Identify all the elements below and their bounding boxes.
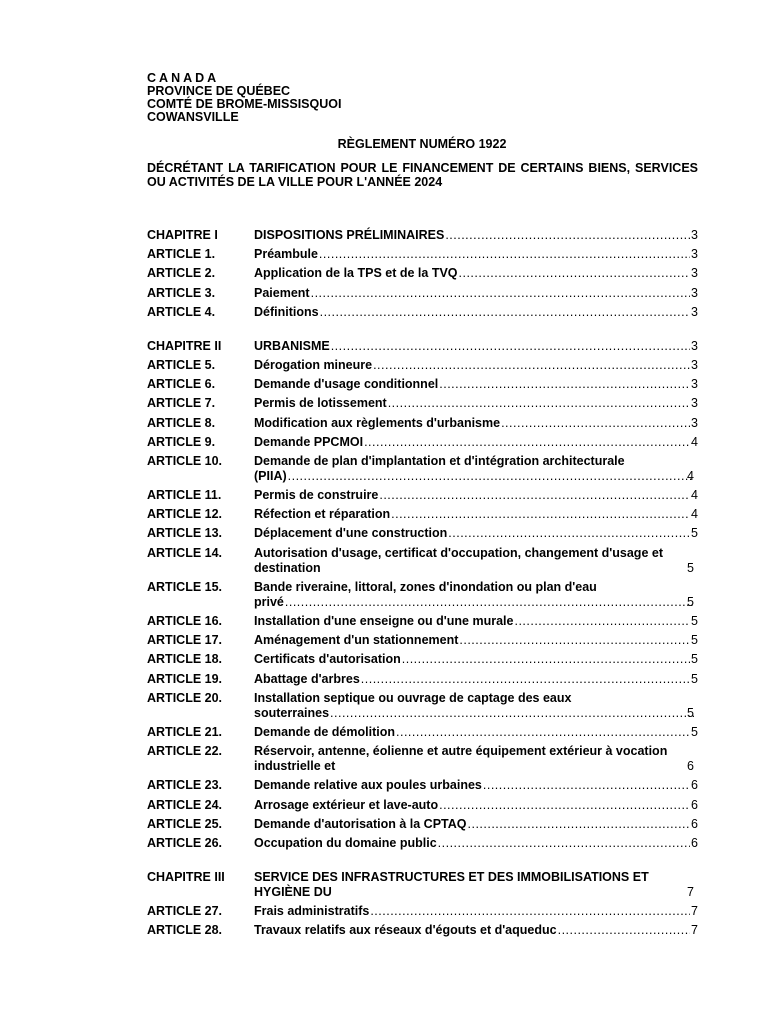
dot-leader — [468, 817, 691, 832]
toc-entry-body — [254, 672, 698, 687]
toc-entry-body — [254, 454, 694, 484]
toc-entry-page: 3 — [691, 415, 698, 430]
toc-entry[interactable] — [147, 435, 698, 450]
toc-entry[interactable] — [147, 614, 698, 629]
toc-entry[interactable] — [147, 228, 698, 243]
toc-entry[interactable] — [147, 266, 698, 281]
toc-entry-title: Demande de plan d'implantation et d'intégration architecturale (PIIA) — [254, 453, 625, 483]
toc-entry-title: Installation d'une enseigne ou d'une murale — [254, 614, 514, 628]
toc-entry-page: 3 — [691, 285, 698, 300]
toc-entry-title: Réfection et réparation — [254, 507, 391, 522]
toc-entry[interactable] — [147, 526, 698, 541]
toc-entry-number: ARTICLE 22. — [147, 744, 223, 759]
dot-leader — [373, 358, 690, 373]
decree-text: DÉCRÉTANT LA TARIFICATION POUR LE FINANCEMENT DE CERTAINS BIENS, SERVICES OU ACTIVITÉS DE LA VILLE POUR L'ANNÉE 2024 — [147, 161, 698, 189]
dot-leader — [483, 778, 690, 793]
toc-entry-title: Demande de démolition — [254, 724, 395, 739]
toc-entry-body — [254, 691, 694, 721]
toc-entry-page: 4 — [687, 468, 694, 483]
toc-entry-number: ARTICLE 28. — [147, 923, 223, 938]
toc-entry-page: 6 — [691, 835, 698, 850]
toc-entry[interactable] — [147, 817, 698, 832]
toc-entry-page: 3 — [691, 377, 698, 392]
toc-entry-title: Occupation du domaine public — [254, 835, 437, 850]
toc-entry-number: ARTICLE 21. — [147, 724, 223, 739]
toc-entry-body — [254, 778, 698, 793]
toc-entry-title: Dérogation mineure — [254, 357, 373, 372]
toc-entry[interactable] — [147, 339, 698, 354]
toc-entry[interactable] — [147, 454, 698, 484]
toc-entry-title: Abattage d'arbres — [254, 671, 360, 686]
dot-leader — [391, 507, 690, 522]
dot-leader — [445, 228, 690, 243]
toc-entry-body — [254, 725, 698, 740]
toc-entry-number: ARTICLE 18. — [147, 652, 223, 667]
toc-entry-title: Certificats d'autorisation — [254, 652, 401, 667]
toc-entry-number: ARTICLE 23. — [147, 778, 223, 793]
toc-entry-number: ARTICLE 19. — [147, 671, 223, 686]
toc-entry-title: Bande riveraine, littoral, zones d'inondation ou plan d'eau privé — [254, 579, 597, 609]
toc-entry-title: Demande relative aux poules urbaines — [254, 778, 482, 793]
dot-leader — [396, 725, 690, 740]
toc-entry[interactable] — [147, 358, 698, 373]
toc-entry[interactable] — [147, 870, 698, 900]
toc-entry-title: Aménagement d'un stationnement — [254, 633, 459, 648]
dot-leader — [514, 614, 690, 629]
toc-entry-page: 4 — [691, 434, 698, 449]
toc-entry[interactable] — [147, 396, 698, 411]
toc-entry-number: CHAPITRE I — [147, 228, 218, 242]
toc-entry-number: ARTICLE 4. — [147, 304, 216, 319]
toc-entry-title: Permis de construire — [254, 488, 379, 503]
toc-entry[interactable] — [147, 580, 698, 610]
toc-entry-body — [254, 358, 698, 373]
toc-entry-number: ARTICLE 17. — [147, 633, 223, 648]
dot-leader — [388, 396, 690, 411]
dot-leader — [361, 672, 690, 687]
toc-entry[interactable] — [147, 416, 698, 431]
toc-entry-title: Travaux relatifs aux réseaux d'égouts et d'aqueduc — [254, 923, 557, 938]
toc-entry-page: 5 — [691, 526, 698, 541]
toc-entry-number: ARTICLE 16. — [147, 614, 223, 628]
toc-entry-page: 5 — [691, 724, 698, 739]
toc-entry[interactable] — [147, 904, 698, 919]
toc-entry-body — [254, 904, 698, 919]
toc-entry[interactable] — [147, 725, 698, 740]
toc-entry-title: Frais administratifs — [254, 904, 370, 919]
toc-entry[interactable] — [147, 633, 698, 648]
province-line: PROVINCE DE QUÉBEC — [147, 84, 291, 98]
toc-entry-page: 7 — [691, 904, 698, 919]
toc-entry-body — [254, 396, 698, 411]
dot-leader — [330, 706, 694, 720]
dot-leader — [288, 469, 694, 483]
toc-entry-number: ARTICLE 20. — [147, 690, 223, 705]
toc-entry-number: ARTICLE 13. — [147, 526, 223, 541]
toc-entry-page: 4 — [691, 507, 698, 522]
toc-entry-page: 5 — [687, 560, 694, 575]
toc-entry[interactable] — [147, 546, 698, 576]
toc-entry-page: 3 — [691, 396, 698, 411]
toc-entry-page: 3 — [691, 304, 698, 319]
toc-entry-title: Préambule — [254, 247, 318, 262]
dot-leader — [379, 488, 690, 503]
toc-entry[interactable] — [147, 923, 698, 938]
toc-entry-page: 7 — [687, 884, 694, 899]
toc-entry-page: 3 — [691, 266, 698, 281]
toc-entry-body — [254, 339, 698, 354]
dot-leader — [285, 595, 694, 609]
toc-entry-number: ARTICLE 24. — [147, 797, 223, 812]
toc-entry-page: 5 — [687, 705, 694, 720]
toc-entry-title: Modification aux règlements d'urbanisme — [254, 415, 501, 430]
toc-entry-body — [254, 247, 698, 262]
toc-entry-title: Définitions — [254, 304, 319, 319]
toc-entry-body — [254, 435, 698, 450]
toc-entry-number: ARTICLE 7. — [147, 396, 216, 411]
toc-entry[interactable] — [147, 836, 698, 851]
toc-entry-page: 3 — [691, 338, 698, 353]
toc-entry-page: 5 — [691, 652, 698, 667]
toc-entry-body — [254, 266, 698, 281]
toc-entry-title: Déplacement d'une construction — [254, 526, 448, 541]
toc-entry-page: 3 — [691, 228, 698, 242]
toc-entry[interactable] — [147, 507, 698, 522]
dot-leader — [439, 798, 690, 813]
toc-entry[interactable] — [147, 778, 698, 793]
toc-entry-page: 5 — [691, 614, 698, 628]
toc-entry-number: ARTICLE 2. — [147, 266, 216, 281]
dot-leader — [311, 286, 690, 301]
toc-entry[interactable] — [147, 798, 698, 813]
toc-entry-number: ARTICLE 26. — [147, 835, 223, 850]
toc-entry-page: 3 — [691, 247, 698, 262]
dot-leader — [402, 652, 690, 667]
toc-entry-body — [254, 580, 694, 610]
regulation-title: RÈGLEMENT NUMÉRO 1922 — [337, 137, 507, 151]
toc-entry-body — [254, 798, 698, 813]
toc-entry[interactable] — [147, 744, 698, 774]
toc-entry-title: DISPOSITIONS PRÉLIMINAIRES — [254, 228, 445, 242]
toc-entry-number: ARTICLE 25. — [147, 816, 223, 831]
toc-entry-number: CHAPITRE III — [147, 869, 225, 884]
toc-entry-title: Réservoir, antenne, éolienne et autre équipement extérieur à vocation industrielle et — [254, 744, 668, 774]
toc-entry-number: ARTICLE 3. — [147, 285, 216, 300]
country-line: C A N A D A — [147, 71, 217, 85]
toc-entry-title: Demande d'usage conditionnel — [254, 377, 439, 392]
toc-entry-body — [254, 870, 694, 900]
toc-entry-page: 7 — [691, 923, 698, 938]
toc-entry-page: 6 — [687, 759, 694, 774]
toc-entry-body — [254, 744, 694, 774]
dot-leader — [319, 247, 690, 262]
dot-leader — [459, 266, 691, 281]
toc-entry-body — [254, 228, 698, 243]
toc-entry-body — [254, 652, 698, 667]
dot-leader — [448, 526, 690, 541]
dot-leader — [459, 633, 690, 648]
toc-entry-number: ARTICLE 5. — [147, 357, 216, 372]
toc-entry-number: ARTICLE 8. — [147, 415, 216, 430]
toc-entry-body — [254, 923, 698, 938]
toc-entry[interactable] — [147, 377, 698, 392]
toc-entry-body — [254, 416, 698, 431]
toc-entry-body — [254, 305, 698, 320]
toc-entry-title: Installation septique ou ouvrage de captage des eaux souterraines — [254, 690, 572, 720]
toc-entry-number: ARTICLE 14. — [147, 545, 223, 560]
dot-leader — [364, 435, 690, 450]
dot-leader — [501, 416, 690, 431]
dot-leader — [370, 904, 690, 919]
table-of-contents — [147, 228, 698, 942]
toc-entry-number: ARTICLE 11. — [147, 488, 222, 503]
toc-entry[interactable] — [147, 672, 698, 687]
toc-entry-body — [254, 614, 698, 629]
toc-entry[interactable] — [147, 286, 698, 301]
dot-leader — [438, 836, 690, 851]
toc-entry-body — [254, 817, 698, 832]
toc-entry-page: 4 — [691, 488, 698, 503]
dot-leader — [439, 377, 690, 392]
toc-entry-title: Permis de lotissement — [254, 396, 387, 411]
toc-entry-title: Arrosage extérieur et lave-auto — [254, 797, 439, 812]
toc-entry-number: ARTICLE 12. — [147, 507, 223, 522]
toc-entry-number: CHAPITRE II — [147, 338, 222, 353]
document-header — [147, 72, 341, 124]
toc-entry-number: ARTICLE 9. — [147, 434, 216, 449]
city-line: COWANSVILLE — [147, 110, 239, 124]
toc-entry-number: ARTICLE 15. — [147, 579, 223, 594]
toc-entry-body — [254, 633, 698, 648]
toc-entry-body — [254, 526, 698, 541]
toc-entry[interactable] — [147, 247, 698, 262]
toc-entry-page: 5 — [687, 594, 694, 609]
toc-entry-title: Autorisation d'usage, certificat d'occupation, changement d'usage et destination — [254, 545, 663, 575]
toc-entry-body — [254, 377, 698, 392]
toc-entry-title: Application de la TPS et de la TVQ — [254, 266, 458, 281]
toc-entry-page: 5 — [691, 633, 698, 648]
toc-entry[interactable] — [147, 652, 698, 667]
toc-entry-title: SERVICE DES INFRASTRUCTURES ET DES IMMOBILISATIONS ET HYGIÈNE DU — [254, 869, 649, 899]
toc-entry-title: Demande PPCMOI — [254, 434, 364, 449]
toc-entry-number: ARTICLE 1. — [147, 247, 216, 262]
toc-entry-number: ARTICLE 10. — [147, 453, 223, 468]
toc-entry-page: 6 — [691, 778, 698, 793]
toc-entry-title: Paiement — [254, 285, 310, 300]
toc-entry[interactable] — [147, 305, 698, 320]
toc-entry-body — [254, 836, 698, 851]
county-line: COMTÉ DE BROME-MISSISQUOI — [147, 97, 342, 111]
toc-entry-body — [254, 286, 698, 301]
dot-leader — [331, 339, 690, 354]
toc-entry-title: Demande d'autorisation à la CPTAQ — [254, 816, 467, 831]
dot-leader — [320, 305, 690, 320]
toc-entry-number: ARTICLE 27. — [147, 904, 223, 919]
toc-entry-page: 6 — [691, 816, 698, 831]
toc-entry-title: URBANISME — [254, 338, 330, 353]
toc-entry-page: 6 — [691, 797, 698, 812]
toc-entry-body — [254, 546, 694, 576]
dot-leader — [558, 923, 690, 938]
toc-entry[interactable] — [147, 691, 698, 721]
toc-entry-page: 5 — [691, 671, 698, 686]
toc-entry-body — [254, 488, 698, 503]
toc-entry-number: ARTICLE 6. — [147, 377, 216, 392]
toc-entry-page: 3 — [691, 357, 698, 372]
toc-entry-body — [254, 507, 698, 522]
toc-entry[interactable] — [147, 488, 698, 503]
